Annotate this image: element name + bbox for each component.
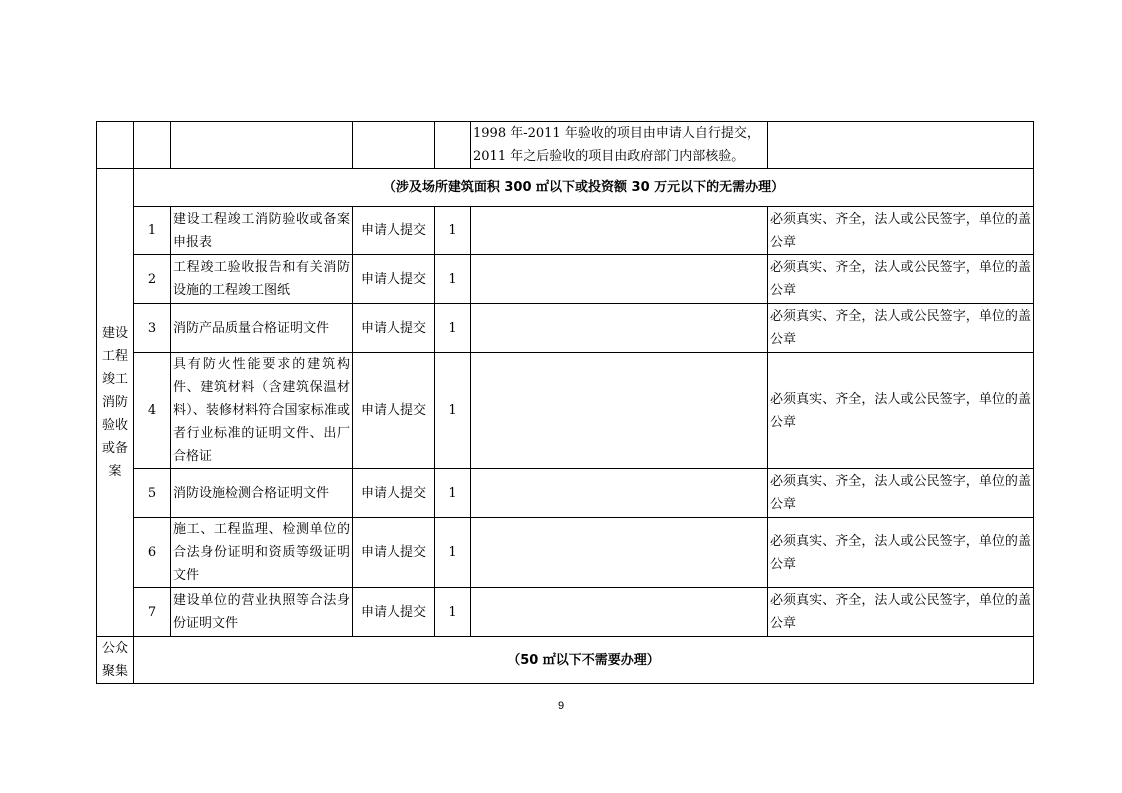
section2-category: 公众聚集 <box>97 637 134 684</box>
material-requirement: 必须真实、齐全，法人或公民签字，单位的盖公章 <box>768 353 1034 469</box>
table-row <box>97 518 1034 588</box>
material-quantity: 1 <box>435 518 471 588</box>
row-number: 6 <box>134 518 171 588</box>
material-source: 申请人提交 <box>353 518 435 588</box>
empty-cell <box>171 122 353 169</box>
row-number: 5 <box>134 469 171 518</box>
material-source: 申请人提交 <box>353 353 435 469</box>
empty-cell <box>134 122 171 169</box>
material-quantity: 1 <box>435 469 471 518</box>
validation-note-line-1: 1998 年-2011 年验收的项目由申请人自行提交， <box>473 126 760 141</box>
row-number: 7 <box>134 588 171 637</box>
material-requirement: 必须真实、齐全，法人或公民签字，单位的盖公章 <box>768 304 1034 353</box>
page-number: 9 <box>557 700 565 712</box>
section1-header: （涉及场所建筑面积 300 ㎡以下或投资额 30 万元以下的无需办理） <box>134 169 1034 207</box>
material-name: 建设工程竣工消防验收或备案申报表 <box>171 207 353 255</box>
material-requirement: 必须真实、齐全，法人或公民签字，单位的盖公章 <box>768 255 1034 304</box>
row-number: 1 <box>134 207 171 255</box>
material-name: 消防产品质量合格证明文件 <box>171 304 353 353</box>
material-source: 申请人提交 <box>353 469 435 518</box>
material-quantity: 1 <box>435 255 471 304</box>
material-basis <box>471 353 768 469</box>
material-name: 具有防火性能要求的建筑构件、建筑材料（含建筑保温材料）、装修材料符合国家标准或者行业标准的证明文件、出厂合格证 <box>171 353 353 469</box>
section2-header-row <box>97 637 1034 684</box>
validation-note-cell <box>471 122 768 169</box>
material-requirement: 必须真实、齐全，法人或公民签字，单位的盖公章 <box>768 207 1034 255</box>
section1-header-row <box>97 169 1034 207</box>
validation-note-line-2: 2011 年之后验收的项目由政府部门内部核验。 <box>473 149 745 164</box>
material-requirement: 必须真实、齐全，法人或公民签字，单位的盖公章 <box>768 588 1034 637</box>
material-basis <box>471 207 768 255</box>
material-basis <box>471 469 768 518</box>
material-basis <box>471 255 768 304</box>
table-row <box>97 304 1034 353</box>
material-quantity: 1 <box>435 207 471 255</box>
material-name: 建设单位的营业执照等合法身份证明文件 <box>171 588 353 637</box>
material-source: 申请人提交 <box>353 207 435 255</box>
material-quantity: 1 <box>435 353 471 469</box>
row-number: 4 <box>134 353 171 469</box>
top-row <box>97 122 1034 169</box>
requirements-table <box>96 121 1034 684</box>
material-name: 施工、工程监理、检测单位的合法身份证明和资质等级证明文件 <box>171 518 353 588</box>
table-row <box>97 353 1034 469</box>
table-row <box>97 469 1034 518</box>
material-source: 申请人提交 <box>353 304 435 353</box>
row-number: 2 <box>134 255 171 304</box>
material-source: 申请人提交 <box>353 255 435 304</box>
table-row <box>97 207 1034 255</box>
material-name: 工程竣工验收报告和有关消防设施的工程竣工图纸 <box>171 255 353 304</box>
material-basis <box>471 588 768 637</box>
empty-cell <box>435 122 471 169</box>
table-body <box>97 122 1034 684</box>
empty-cell <box>97 122 134 169</box>
material-name: 消防设施检测合格证明文件 <box>171 469 353 518</box>
section2-header: （50 ㎡以下不需要办理） <box>134 637 1034 684</box>
row-number: 3 <box>134 304 171 353</box>
material-source: 申请人提交 <box>353 588 435 637</box>
section1-category: 建设工程竣工消防验收或备案 <box>97 169 134 637</box>
empty-cell <box>768 122 1034 169</box>
material-basis <box>471 518 768 588</box>
table-row <box>97 588 1034 637</box>
empty-cell <box>353 122 435 169</box>
table-row <box>97 255 1034 304</box>
material-requirement: 必须真实、齐全，法人或公民签字，单位的盖公章 <box>768 469 1034 518</box>
material-quantity: 1 <box>435 588 471 637</box>
material-quantity: 1 <box>435 304 471 353</box>
material-basis <box>471 304 768 353</box>
material-requirement: 必须真实、齐全，法人或公民签字，单位的盖公章 <box>768 518 1034 588</box>
